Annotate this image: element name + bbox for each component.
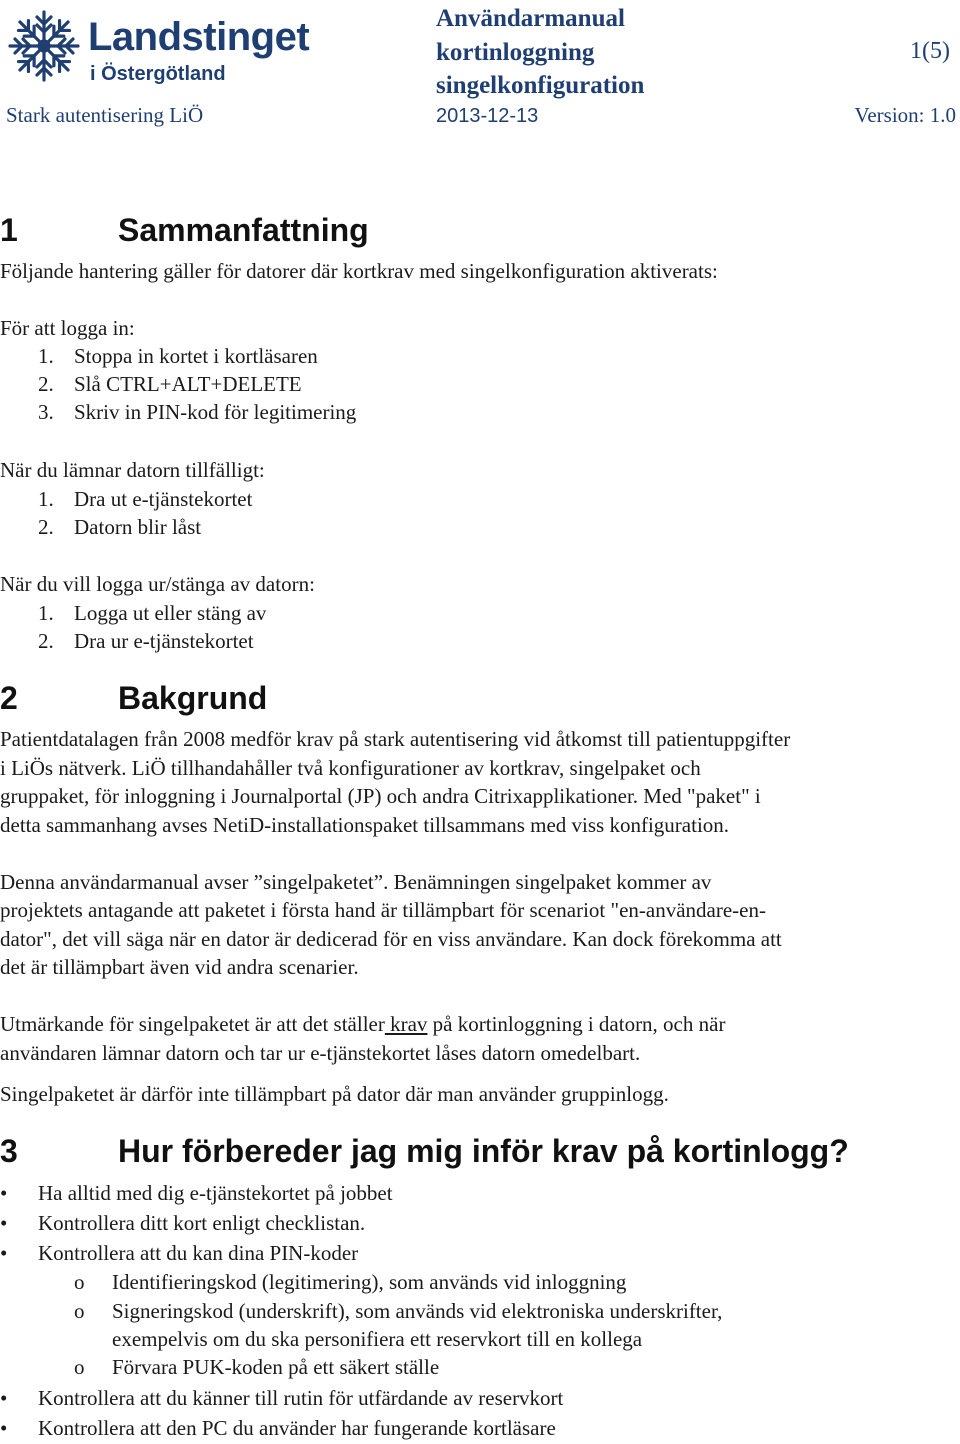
doc-subject: Stark autentisering LiÖ <box>6 103 204 127</box>
section-3-heading <box>0 1133 960 1173</box>
doc-title-line-3: singelkonfiguration <box>436 72 645 99</box>
sub-list-item: o Identifieringskod (legitimering), som används vid inloggning <box>0 1267 960 1297</box>
circle-bullet-icon: o <box>74 1299 85 1323</box>
landstinget-logo <box>6 4 318 88</box>
doc-title-line-2: kortinloggning <box>436 39 595 66</box>
paragraph-line: Singelpaketet är därför inte tillämpbart på dator där man använder gruppinlogg. <box>0 1082 669 1106</box>
summary-intro: Följande hantering gäller för datorer där kortkrav med singelkonfiguration aktiverats: <box>0 259 718 283</box>
circle-bullet-icon: o <box>74 1270 85 1294</box>
list-item: • Kontrollera att du kan dina PIN-koder <box>0 1238 960 1268</box>
doc-date: 2013-12-13 <box>436 105 539 127</box>
bullet-icon: • <box>0 1181 8 1205</box>
sub-list-item: o Signeringskod (underskrift), som används vid elektroniska underskrifter, <box>0 1296 960 1326</box>
logo-sub: i Östergötland <box>90 63 226 85</box>
section-number: 3 <box>0 1133 18 1169</box>
krav-link[interactable]: krav <box>384 1012 428 1036</box>
paragraph-line: Utmärkande för singelpaketet är att det ställer krav på kortinloggning i datorn, och när <box>0 1012 726 1036</box>
bullet-icon: • <box>0 1386 8 1410</box>
logo-name: Landstinget <box>88 15 310 59</box>
sub-list-item: o Förvara PUK-koden på ett säkert ställe <box>0 1352 960 1382</box>
snowflake-emblem-icon <box>10 12 78 80</box>
leave-heading: När du lämnar datorn tillfälligt: <box>0 458 265 482</box>
paragraph-line: dator", det vill säga när en dator är dedicerad för en viss användare. Kan dock förekomma att <box>0 927 782 951</box>
section-title: Bakgrund <box>118 680 268 716</box>
bullet-icon: • <box>0 1416 8 1440</box>
list-item: • Ha alltid med dig e-tjänstekortet på jobbet <box>0 1178 960 1208</box>
paragraph-line: det är tillämpbart även vid andra scenarier. <box>0 955 359 979</box>
bullet-icon: • <box>0 1211 8 1235</box>
section-number: 1 <box>0 212 18 248</box>
doc-title-line-1: Användarmanual <box>436 5 625 32</box>
paragraph-line: i LiÖs nätverk. LiÖ tillhandahåller två konfigurationer av kortkrav, singelpaket och <box>0 756 701 780</box>
circle-bullet-icon: o <box>74 1355 85 1379</box>
section-number: 2 <box>0 680 18 716</box>
paragraph-line: detta sammanhang avses NetiD-installationspaket tillsammans med viss konfiguration. <box>0 813 730 837</box>
list-item: • Kontrollera ditt kort enligt checklistan. <box>0 1208 960 1238</box>
section-title: Hur förbereder jag mig inför krav på kortinlogg? <box>118 1133 849 1169</box>
paragraph-line: användaren lämnar datorn och tar ur e-tjänstekortet låses datorn omedelbart. <box>0 1041 641 1065</box>
section-title: Sammanfattning <box>118 212 369 248</box>
login-heading: För att logga in: <box>0 316 135 340</box>
paragraph-line: Patientdatalagen från 2008 medför krav på stark autentisering vid åtkomst till patientuppgifter <box>0 727 791 751</box>
bullet-icon: • <box>0 1241 8 1265</box>
paragraph-line: projektets antagande att paketet i första hand är tillämpbart för scenariot "en-användare-en- <box>0 898 766 922</box>
page-number: 1(5) <box>910 38 950 64</box>
section-2-heading <box>0 680 960 720</box>
doc-version: Version: 1.0 <box>854 103 956 127</box>
paragraph-line: gruppaket, för inloggning i Journalportal (JP) och andra Citrixapplikationer. Med "paket" i <box>0 784 761 808</box>
sub-list-item-continuation: exempelvis om du ska personifiera ett reservkort till en kollega <box>112 1327 643 1351</box>
section-1-heading <box>0 212 960 252</box>
paragraph-line: Denna användarmanual avser ”singelpaketet”. Benämningen singelpaket kommer av <box>0 870 712 894</box>
logout-heading: När du vill logga ur/stänga av datorn: <box>0 572 315 596</box>
list-item: • Kontrollera att du känner till rutin för utfärdande av reservkort <box>0 1383 960 1413</box>
list-item: • Kontrollera att den PC du använder har fungerande kortläsare <box>0 1413 960 1443</box>
